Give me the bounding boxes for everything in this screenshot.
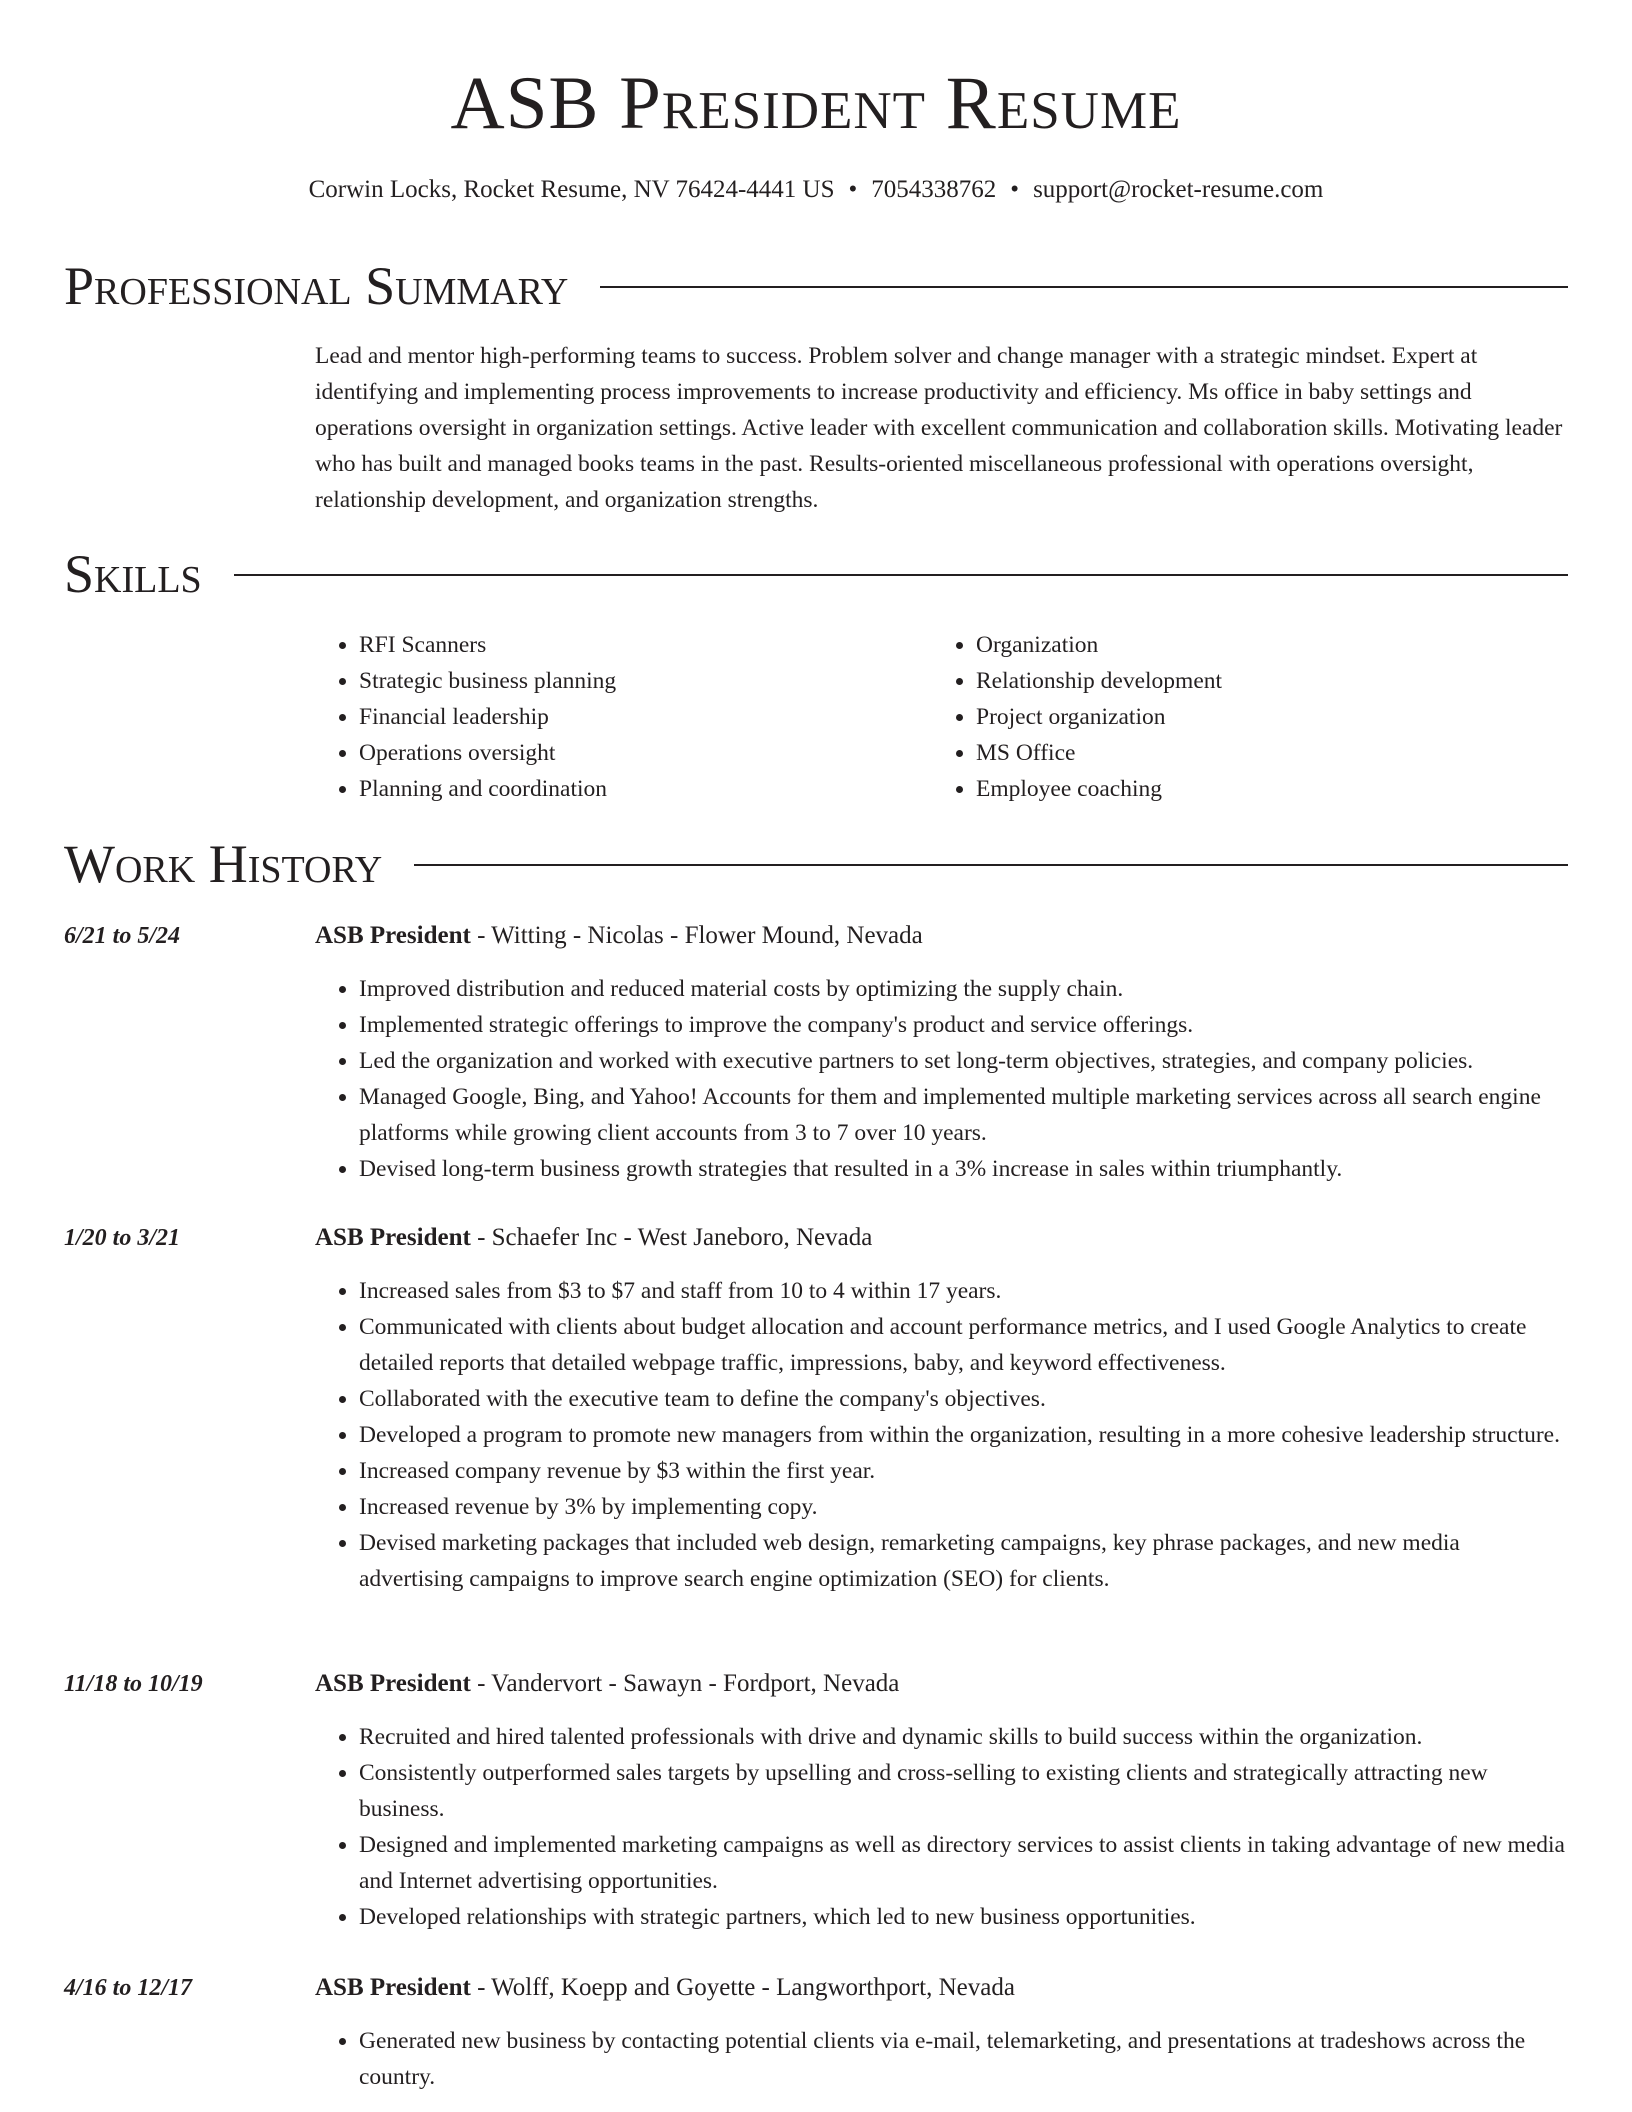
summary-heading: Professional Summary <box>64 256 569 316</box>
contact-separator: • <box>848 176 858 203</box>
skill-item: • MS Office <box>976 735 1549 771</box>
job-title: ASB President <box>315 922 471 949</box>
section-divider <box>234 574 1568 576</box>
job-bullet: • Recruited and hired talented professionals with drive and dynamic skills to build success within the organization. <box>359 1719 1568 1755</box>
skill-item: • Project organization <box>976 699 1549 735</box>
job-bullet: • Devised marketing packages that included web design, remarketing campaigns, key phrase packages, and new media advertising campaigns to improve search engine optimization (SEO) for clients. <box>359 1525 1568 1597</box>
job-bullet: • Developed a program to promote new managers from within the organization, resulting in a more cohesive leadership structure. <box>359 1417 1568 1453</box>
job-bullet: • Improved distribution and reduced material costs by optimizing the supply chain. <box>359 971 1568 1007</box>
skills-heading: Skills <box>64 544 202 604</box>
job-bullet: • Consistently outperformed sales targets by upselling and cross-selling to existing clients and strategically attracting new business. <box>359 1755 1568 1827</box>
job-bullet: • Increased sales from $3 to $7 and staff from 10 to 4 within 17 years. <box>359 1273 1568 1309</box>
skill-item: • RFI Scanners <box>359 627 932 663</box>
job-heading <box>315 1666 899 1702</box>
job-bullet: • Developed relationships with strategic partners, which led to new business opportunities. <box>359 1899 1568 1935</box>
work-heading: Work History <box>64 834 383 894</box>
job-title: ASB President <box>315 1974 471 2001</box>
contact-line <box>64 172 1568 208</box>
skill-item: • Employee coaching <box>976 771 1549 807</box>
skills-column-right <box>932 627 1549 807</box>
work-section-header <box>64 832 1568 896</box>
job-dates: 4/16 to 12/17 <box>64 1975 193 2001</box>
skill-item: • Organization <box>976 627 1549 663</box>
job-company: - Vandervort - Sawayn - Fordport, Nevada <box>470 1670 900 1697</box>
skills-list <box>315 627 1568 807</box>
job-bullets <box>315 1273 1568 1597</box>
contact-address: Corwin Locks, Rocket Resume, NV 76424-4441 US <box>308 176 835 203</box>
job-bullets <box>315 971 1568 1187</box>
job-bullet: • Managed Google, Bing, and Yahoo! Accounts for them and implemented multiple marketing services across all search engine platforms while growing client accounts from 3 to 7 over 10 years. <box>359 1079 1568 1151</box>
section-divider <box>414 864 1568 866</box>
job-dates: 11/18 to 10/19 <box>64 1671 203 1697</box>
job-bullets <box>315 2023 1568 2095</box>
skill-item: • Planning and coordination <box>359 771 932 807</box>
skill-item: • Relationship development <box>976 663 1549 699</box>
job-heading <box>315 1220 872 1256</box>
contact-separator: • <box>1010 176 1020 203</box>
job-bullets <box>315 1719 1568 1935</box>
job-dates: 6/21 to 5/24 <box>64 923 181 949</box>
job-bullet: • Devised long-term business growth strategies that resulted in a 3% increase in sales within triumphantly. <box>359 1151 1568 1187</box>
summary-text: Lead and mentor high-performing teams to success. Problem solver and change manager with a strategic mindset. Expert at identifying and implementing process improvements to increase productivity and efficiency. Ms office in baby settings and operations oversight in organization settings. Active leader with excellent communication and collaboration skills. Motivating leader who has built and managed books teams in the past. Results-oriented miscellaneous professional with operations oversight, relationship development, and organization strengths. <box>315 343 1563 513</box>
job-heading <box>315 1970 1015 2006</box>
contact-phone: 7054338762 <box>871 176 997 203</box>
job-dates: 1/20 to 3/21 <box>64 1225 181 1251</box>
job-title: ASB President <box>315 1224 471 1251</box>
job-bullet: • Increased revenue by 3% by implementing copy. <box>359 1489 1568 1525</box>
job-title: ASB President <box>315 1670 471 1697</box>
skills-column-left <box>315 627 932 807</box>
job-heading <box>315 918 923 954</box>
contact-email: support@rocket-resume.com <box>1033 176 1324 203</box>
job-bullet: • Communicated with clients about budget allocation and account performance metrics, and I used Google Analytics to create detailed reports that detailed webpage traffic, impressions, baby, and keyword effectiveness. <box>359 1309 1568 1381</box>
job-company: - Schaefer Inc - West Janeboro, Nevada <box>470 1224 873 1251</box>
section-divider <box>600 286 1568 288</box>
job-bullet: • Generated new business by contacting potential clients via e-mail, telemarketing, and presentations at tradeshows across the country. <box>359 2023 1568 2095</box>
job-bullet: • Implemented strategic offerings to improve the company's product and service offerings. <box>359 1007 1568 1043</box>
job-bullet: • Increased company revenue by $3 within the first year. <box>359 1453 1568 1489</box>
job-bullet: • Led the organization and worked with executive partners to set long-term objectives, strategies, and company policies. <box>359 1043 1568 1079</box>
job-company: - Witting - Nicolas - Flower Mound, Nevada <box>470 922 923 949</box>
skills-section-header <box>64 542 1568 606</box>
job-company: - Wolff, Koepp and Goyette - Langworthport, Nevada <box>470 1974 1015 2001</box>
job-bullet: • Designed and implemented marketing campaigns as well as directory services to assist clients in taking advantage of new media and Internet advertising opportunities. <box>359 1827 1568 1899</box>
skill-item: • Operations oversight <box>359 735 932 771</box>
job-bullet: • Collaborated with the executive team to define the company's objectives. <box>359 1381 1568 1417</box>
resume-title: ASB President Resume <box>450 62 1182 145</box>
summary-section-header <box>64 254 1568 318</box>
skill-item: • Financial leadership <box>359 699 932 735</box>
skill-item: • Strategic business planning <box>359 663 932 699</box>
